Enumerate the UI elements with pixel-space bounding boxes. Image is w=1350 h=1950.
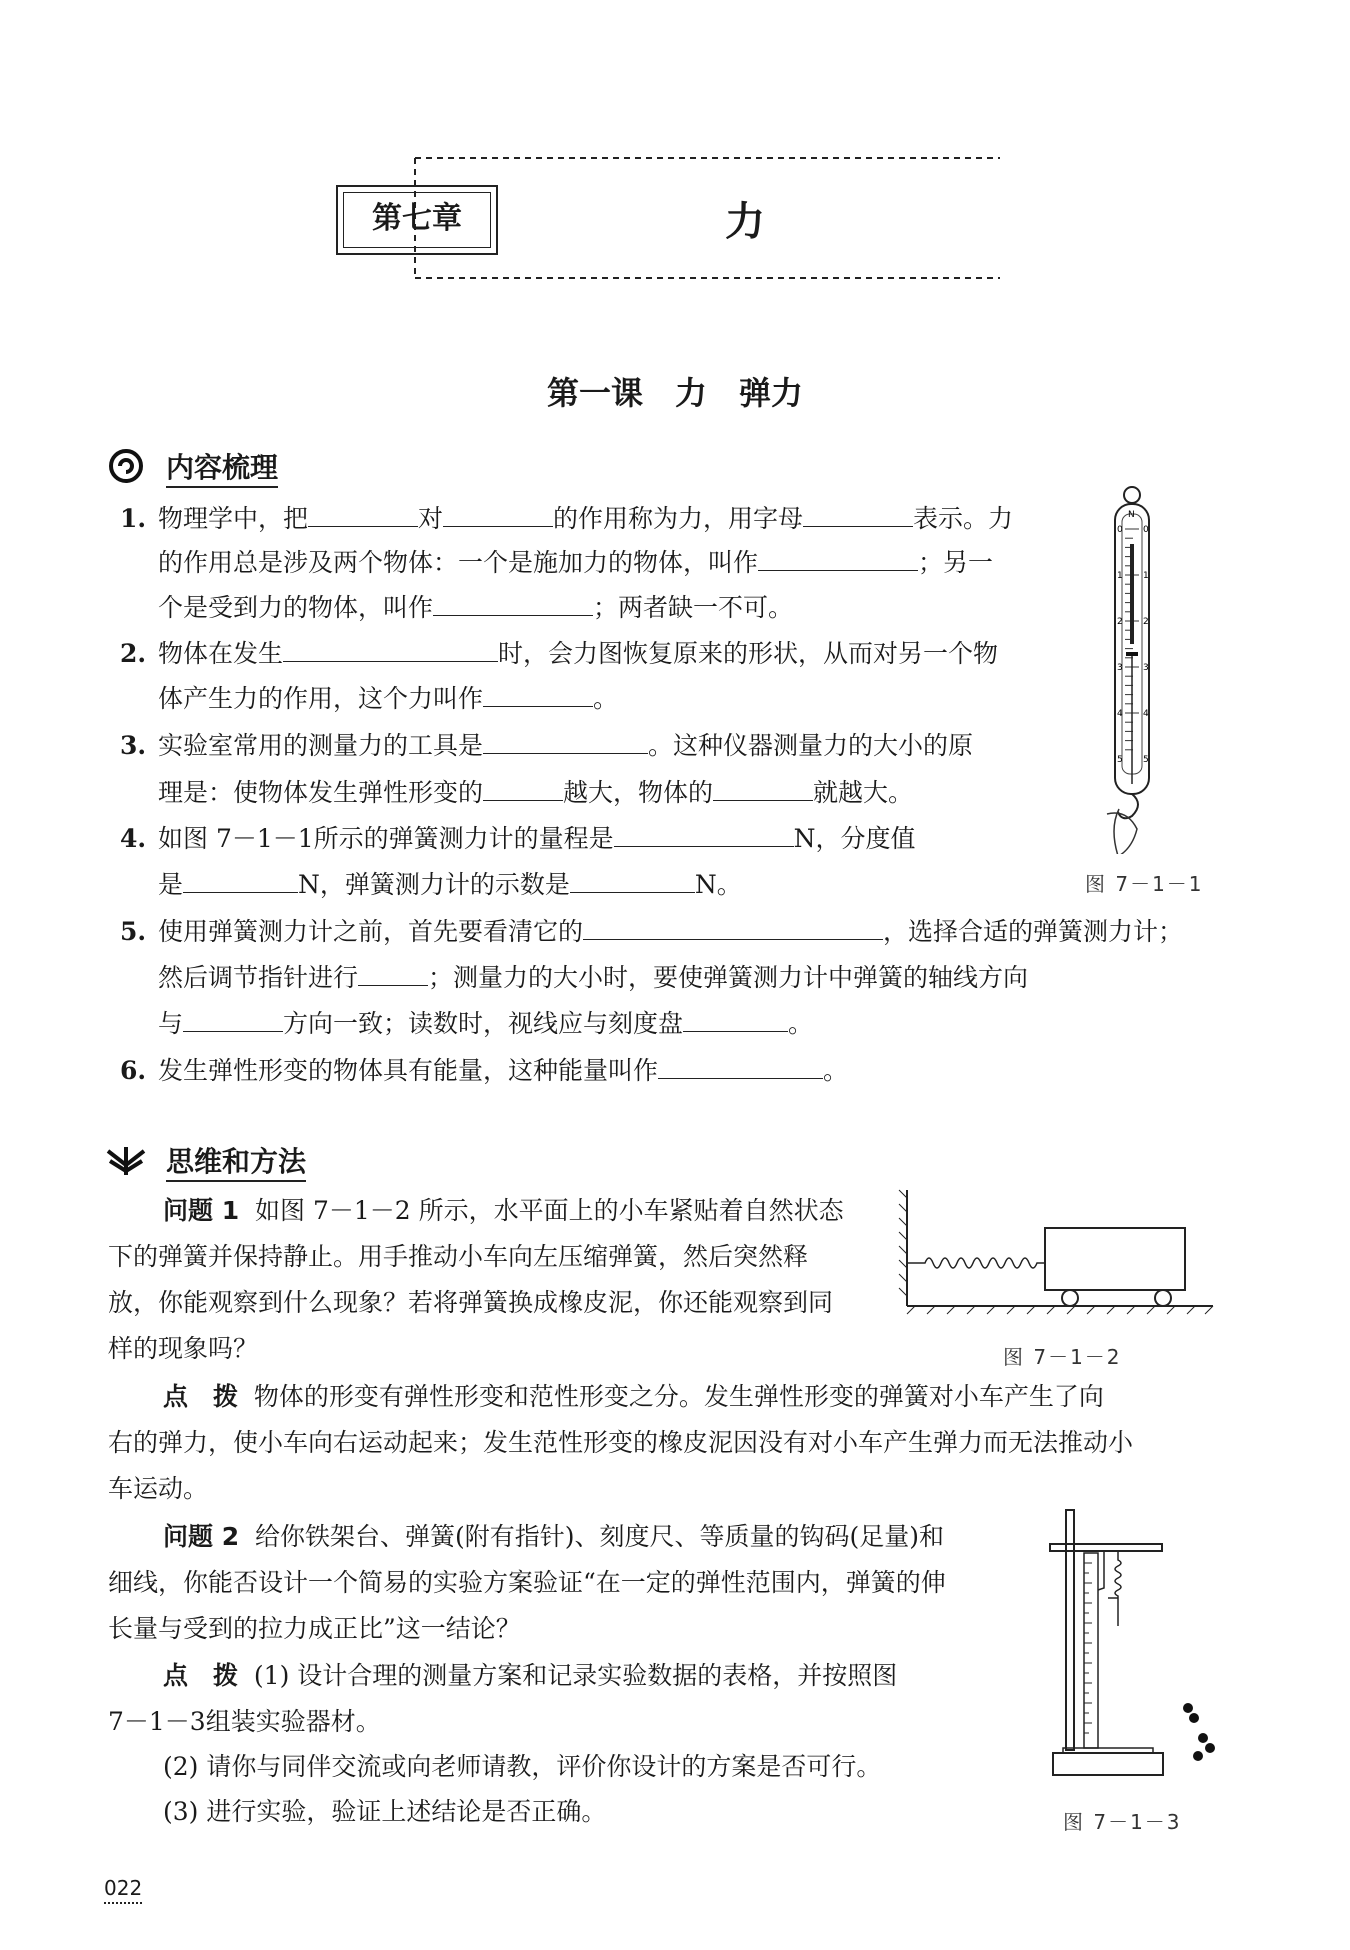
spiral-icon <box>108 448 144 484</box>
hint-1: 点 拨 物体的形变有弹性形变和范性形变之分。发生弹性形变的弹簧对小车产生了向 <box>163 1382 1104 1411</box>
scale-number: 0 <box>1143 525 1149 535</box>
list-item: 2. 物体在发生 时，会力图恢复原来的形状，从而对另一个物 <box>120 633 998 674</box>
spring-scale-figure <box>1095 484 1195 854</box>
scale-number: 5 <box>1117 755 1123 765</box>
blank <box>358 957 428 986</box>
blank <box>308 498 418 527</box>
blank <box>570 864 695 893</box>
question-line: 下的弹簧并保持静止。用手推动小车向左压缩弹簧，然后突然释 <box>108 1242 809 1271</box>
hint-line: (2) 请你与同伴交流或向老师请教，评价你设计的方案是否可行。 <box>163 1752 882 1781</box>
scale-number: 2 <box>1117 617 1123 627</box>
svg-text:N: N <box>1128 510 1135 520</box>
blank <box>758 542 918 571</box>
question-1: 问题 1 如图 7－1－2 所示，水平面上的小车紧贴着自然状态 <box>163 1196 844 1225</box>
figure-caption: 图 7－1－3 <box>1063 1810 1182 1834</box>
question-2: 问题 2 给你铁架台、弹簧(附有指针)、刻度尺、等质量的钩码(足量)和 <box>163 1522 945 1551</box>
chapter-label-box <box>336 185 498 255</box>
list-item-line: 体产生力的作用，这个力叫作 。 <box>158 678 618 719</box>
hint-2: 点 拨 (1) 设计合理的测量方案和记录实验数据的表格，并按照图 <box>163 1661 898 1690</box>
blank <box>183 864 298 893</box>
iron-stand-figure <box>1038 1508 1238 1788</box>
blank <box>658 1050 823 1079</box>
scale-number: 5 <box>1143 755 1149 765</box>
list-item-line: 个是受到力的物体，叫作 ；两者缺一不可。 <box>158 587 793 628</box>
hint-line: 7－1－3组装实验器材。 <box>108 1707 381 1736</box>
page-number: 022 <box>104 1876 142 1904</box>
figure-caption: 图 7－1－1 <box>1085 872 1204 896</box>
blank <box>483 725 648 754</box>
list-item-line: 理是：使物体发生弹性形变的 越大，物体的 就越大。 <box>158 772 913 813</box>
list-item: 6. 发生弹性形变的物体具有能量，这种能量叫作 。 <box>120 1050 848 1091</box>
blank <box>614 818 794 847</box>
list-item-line: 是 N，弹簧测力计的示数是 N。 <box>158 864 742 905</box>
section-title: 内容梳理 <box>166 446 278 488</box>
scale-number: 4 <box>1143 709 1149 719</box>
chapter-frame <box>410 150 1010 290</box>
chapter-title: 力 <box>725 198 765 245</box>
question-line: 样的现象吗？ <box>108 1334 259 1363</box>
chapter-label: 第七章 <box>343 192 491 248</box>
scale-number: 3 <box>1143 663 1149 673</box>
blank <box>433 587 593 616</box>
list-item: 3. 实验室常用的测量力的工具是 。这种仪器测量力的大小的原 <box>120 725 973 766</box>
blank <box>443 498 553 527</box>
question-line: 长量与受到的拉力成正比”这一结论？ <box>108 1614 521 1643</box>
blank <box>583 911 883 940</box>
blank <box>183 1003 283 1032</box>
list-item: 4. 如图 7－1－1所示的弹簧测力计的量程是 N，分度值 <box>120 818 916 859</box>
list-item: 5. 使用弹簧测力计之前，首先要看清它的 ，选择合适的弹簧测力计； <box>120 911 1183 952</box>
list-item-line: 的作用总是涉及两个物体：一个是施加力的物体，叫作 ；另一 <box>158 542 993 583</box>
cart-spring-figure <box>895 1188 1225 1318</box>
question-line: 放，你能观察到什么现象？若将弹簧换成橡皮泥，你还能观察到同 <box>108 1288 834 1317</box>
section-title: 思维和方法 <box>166 1140 306 1182</box>
blank <box>683 1003 788 1032</box>
scale-number: 1 <box>1143 571 1149 581</box>
blank <box>283 633 498 662</box>
figure-caption: 图 7－1－2 <box>1003 1345 1122 1369</box>
list-item-line: 然后调节指针进行 ；测量力的大小时，要使弹簧测力计中弹簧的轴线方向 <box>158 957 1028 998</box>
scale-number: 2 <box>1143 617 1149 627</box>
scale-number: 1 <box>1117 571 1123 581</box>
sprout-icon <box>104 1143 148 1177</box>
list-item: 1. 物理学中，把 对 的作用称为力，用字母 表示。力 <box>120 498 1013 539</box>
blank <box>483 678 593 707</box>
hint-line: 车运动。 <box>108 1474 209 1503</box>
blank <box>803 498 913 527</box>
lesson-title: 第一课 力 弹力 <box>546 374 803 412</box>
list-item-line: 与 方向一致；读数时，视线应与刻度盘 。 <box>158 1003 813 1044</box>
hint-line: (3) 进行实验，验证上述结论是否正确。 <box>163 1797 607 1826</box>
scale-number: 4 <box>1117 709 1123 719</box>
blank <box>483 772 563 801</box>
blank <box>713 772 813 801</box>
question-line: 细线，你能否设计一个简易的实验方案验证“在一定的弹性范围内，弹簧的伸 <box>108 1568 946 1597</box>
scale-number: 3 <box>1117 663 1123 673</box>
scale-number: 0 <box>1117 525 1123 535</box>
hint-line: 右的弹力，使小车向右运动起来；发生范性形变的橡皮泥因没有对小车产生弹力而无法推动小 <box>108 1428 1134 1457</box>
